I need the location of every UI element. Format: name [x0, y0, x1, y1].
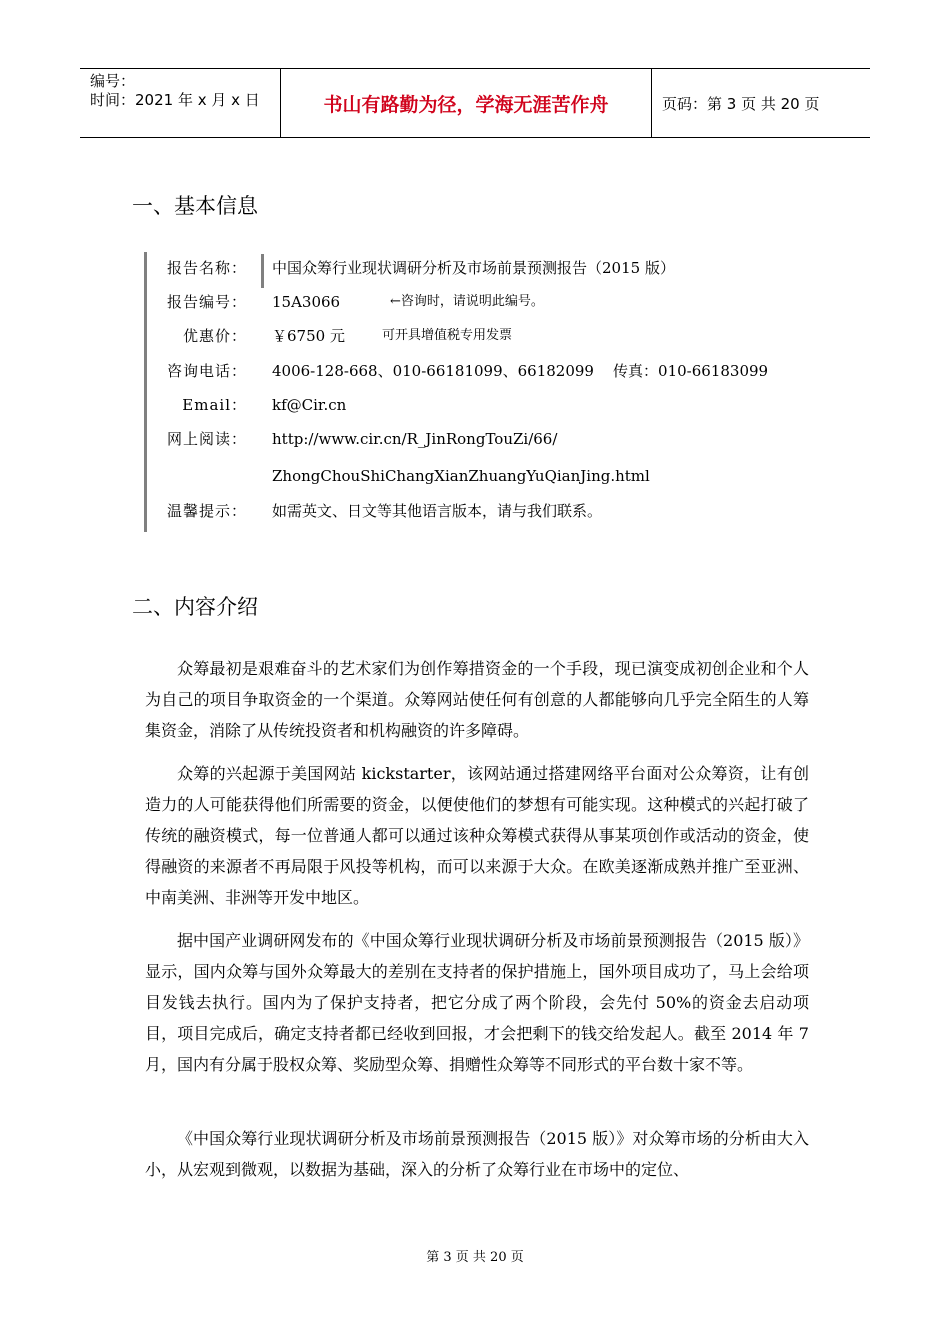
- report-code-label: 报告编号：: [166, 293, 247, 311]
- paragraph-3: 据中国产业调研网发布的《中国众筹行业现状调研分析及市场前景预测报告（2015 版）》显示，国内众筹与国外众筹最大的差别在支持者的保护措施上，国外项目成功了，马上会给项目发钱去执行。国内为了保护支持者，把它分成了两个阶段，会先付 50%的资金去启动项目，项目完成后，确定支持者都已经收到回报，才会把剩下的钱交给发起人。截至 2014 年 7 月，国内有分属于股权众筹、奖励型众筹、捐赠性众筹等不同形式的平台数十家不等。: [145, 931, 809, 1074]
- section-title-basic-info: 一、基本信息: [132, 194, 258, 218]
- email-value[interactable]: kf@Cir.cn: [272, 396, 347, 414]
- paragraph-1: 众筹最初是艰难奋斗的艺术家们为创作筹措资金的一个手段，现已演变成初创企业和个人为自己的项目争取资金的一个渠道。众筹网站使任何有创意的人都能够向几乎完全陌生的人筹集资金，消除了从传统投资者和机构融资的许多障碍。: [145, 659, 809, 740]
- url-value-line1[interactable]: http://www.cir.cn/R_JinRongTouZi/66/: [272, 430, 558, 448]
- report-name-value: 中国众筹行业现状调研分析及市场前景预测报告（2015 版）: [272, 259, 675, 277]
- document-time: 时间：2021 年 x 月 x 日: [90, 91, 260, 109]
- price-value: ￥6750 元: [272, 327, 345, 345]
- info-row-url-cont: [147, 461, 847, 491]
- url-value-line2[interactable]: ZhongChouShiChangXianZhuangYuQianJing.html: [272, 467, 650, 485]
- info-row-name: [147, 253, 847, 283]
- info-row-phone: [147, 356, 847, 386]
- phone-label: 咨询电话：: [166, 362, 247, 380]
- paragraph-4: 《中国众筹行业现状调研分析及市场前景预测报告（2015 版）》对众筹市场的分析由大入小，从宏观到微观，以数据为基础，深入的分析了众筹行业在市场中的定位、: [145, 1129, 809, 1179]
- url-label: 网上阅读：: [166, 430, 247, 448]
- page-header: [80, 68, 870, 138]
- info-row-tip: [147, 496, 847, 526]
- document-number-label: 编号：: [90, 72, 136, 90]
- header-page-info: 页码：第 3 页 共 20 页: [662, 94, 820, 113]
- tip-label: 温馨提示：: [166, 502, 247, 520]
- tip-value: 如需英文、日文等其他语言版本，请与我们联系。: [272, 502, 603, 520]
- email-label: Email：: [182, 396, 247, 414]
- price-note: 可开具增值税专用发票: [382, 328, 513, 343]
- paragraph-2: 众筹的兴起源于美国网站 kickstarter，该网站通过搭建网络平台面对公众筹资，让有创造力的人可能获得他们所需要的资金，以便使他们的梦想有可能实现。这种模式的兴起打破了传统的融资模式，每一位普通人都可以通过该种众筹模式获得从事某项创作或活动的资金，使得融资的来源者不再局限于风投等机构，而可以来源于大众。在欧美逐渐成熟并推广至亚洲、中南美洲、非洲等开发中地区。: [145, 764, 809, 907]
- header-motto: 书山有路勤为径，学海无涯苦作舟: [281, 69, 652, 137]
- price-label: 优惠价：: [182, 327, 247, 345]
- report-code-note: ←咨询时，请说明此编号。: [390, 294, 544, 309]
- report-code-value: 15A3066: [272, 293, 341, 311]
- info-row-email: [147, 390, 847, 420]
- phone-value: 4006-128-668、010-66181099、66182099 传真：010-66183099: [272, 362, 769, 380]
- header-meta: [80, 69, 281, 137]
- basic-info-block: [144, 252, 847, 532]
- report-name-label: 报告名称：: [166, 259, 247, 277]
- section-title-content-intro: 二、内容介绍: [132, 595, 258, 619]
- info-row-url: [147, 424, 847, 454]
- info-row-code: [147, 287, 847, 317]
- page-footer: 第 3 页 共 20 页: [426, 1250, 524, 1265]
- info-row-price: [147, 321, 847, 351]
